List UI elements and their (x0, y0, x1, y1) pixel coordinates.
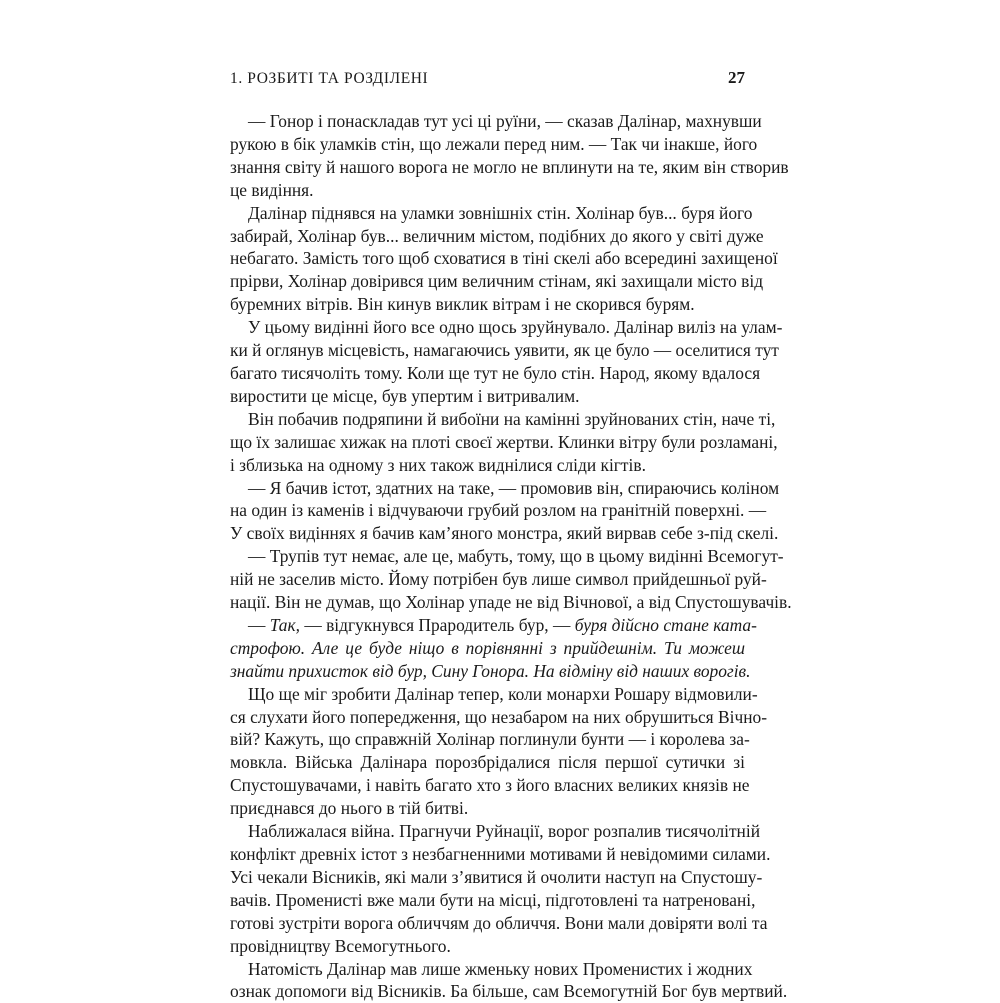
text-run: У цьому видінні його все одно щось зруйнувало. Далінар виліз на улам- (248, 317, 783, 338)
paragraph (230, 545, 792, 614)
text-run: знання світу й нашого ворога не могло не вплинути на те, яким він створив (230, 156, 789, 177)
text-line (230, 110, 762, 133)
text-run: конфлікт древніх істот з незбагненними мотивами й невідомими силами. (230, 844, 771, 864)
text-run: — Я бачив істот, здатних на таке, — промовив він, спираючись коліном (248, 477, 780, 498)
text-run: ній не заселив місто. Йому потрібен був лише символ прийдешньої руй- (230, 569, 767, 590)
text-line (230, 431, 778, 454)
page-number: 27 (728, 68, 745, 87)
text-run: вачів. Променисті вже мали бути на місці, підготовлені та натреновані, (230, 889, 756, 910)
italic-text-run: Так, (269, 614, 300, 635)
text-line (230, 889, 756, 912)
paragraph (230, 958, 788, 1003)
text-run: Наближалася війна. Прагнучи Руйнації, ворог розпалив тисячолітній (248, 821, 761, 842)
text-run: Натомість Далінар мав лише жменьку нових Променистих і жодних (248, 958, 753, 979)
text-line (230, 293, 745, 316)
text-line (230, 614, 757, 637)
text-line (230, 362, 761, 385)
text-line (230, 706, 768, 729)
paragraph (230, 614, 757, 683)
text-run: Усі чекали Вісників, які мали з’явитися й очолити наступ на Спустошу- (230, 866, 763, 887)
text-line (230, 316, 783, 339)
text-line (230, 270, 764, 293)
text-run: Що ще міг зробити Далінар тепер, коли монархи Рошару відмовили- (248, 683, 758, 704)
text-run: мовкла. Війська Далінара порозбрідалися після першої сутички зі (230, 752, 745, 773)
text-run: — Трупів тут немає, але це, мабуть, тому, що в цьому видінні Всемогут- (248, 546, 784, 567)
text-run: провідництву Всемогутнього. (230, 935, 451, 956)
text-run: вій? Кажуть, що справжній Холінар поглинули бунти — і королева за- (230, 729, 750, 750)
paragraph (230, 202, 778, 317)
italic-text-run: строфою. Але це буде ніщо в порівнянні з прийдешнім. Ти можеш (230, 637, 745, 658)
text-line (230, 408, 776, 431)
text-run: ки й оглянув місцевість, намагаючись уявити, як це було — оселитися тут (230, 340, 779, 361)
body-text (230, 110, 792, 1003)
text-run: це видіння. (230, 179, 314, 200)
text-run: готові зустріти ворога обличчям до обличчя. Вони мали довіряти волі та (230, 912, 768, 933)
text-run: що їх залишає хижак на плоті своєї жертви. Клинки вітру були розламані, (230, 431, 778, 452)
paragraph (230, 477, 780, 546)
text-line (230, 935, 745, 958)
text-line (230, 637, 745, 660)
paragraph (230, 408, 778, 477)
paragraph (230, 683, 768, 820)
text-run: — відгукнувся Прародитель бур, — (299, 614, 575, 635)
text-line (230, 179, 745, 202)
text-line (230, 477, 780, 500)
text-run: Спустошувачами, і навіть багато хто з його власних великих князів не (230, 775, 750, 796)
text-line (230, 385, 745, 408)
text-run: на один із каменів і відчуваючи грубий розлом на гранітній поверхні. — (230, 500, 767, 521)
text-run: і зблизька на одному з них також виднілися сліди кігтів. (230, 454, 646, 475)
text-line (230, 866, 763, 889)
paragraph (230, 316, 783, 408)
text-run: рукою в бік уламків стін, що лежали перед ним. — Так чи інакше, його (230, 133, 758, 154)
text-line (230, 774, 750, 797)
paragraph (230, 820, 771, 957)
text-line (230, 133, 758, 156)
text-run: прірви, Холінар довірився цим величним стінам, які захищали місто від (230, 271, 764, 292)
text-line (230, 545, 784, 568)
text-run: — (248, 614, 270, 635)
text-run: Він побачив подряпини й вибоїни на камінні зруйнованих стін, наче ті, (248, 408, 776, 429)
text-line (230, 568, 767, 591)
text-line (230, 797, 745, 820)
text-run: приєднався до нього в тій битві. (230, 798, 469, 819)
text-run: ся слухати його попередження, що незабаром на них обрушиться Вічно- (230, 706, 768, 727)
chapter-title: 1. РОЗБИТІ ТА РОЗДІЛЕНІ (230, 70, 429, 87)
text-line (230, 591, 792, 614)
text-line (230, 728, 750, 751)
text-line (230, 820, 761, 843)
text-line (230, 912, 768, 935)
text-run: У своїх видіннях я бачив кам’яного монстра, який вирвав себе з-під скелі. (230, 523, 779, 544)
text-run: — Гонор і понаскладав тут усі ці руїни, — сказав Далінар, махнувши (248, 111, 762, 131)
text-line (230, 751, 745, 774)
text-run: ознак допомоги від Вісників. Ба більше, сам Всемогутній Бог був мертвий. (230, 981, 788, 1002)
text-line (230, 843, 771, 866)
text-line (230, 660, 751, 683)
text-line (230, 247, 778, 270)
text-run: нації. Він не думав, що Холінар упаде не від Вічнової, а від Спустошувачів. (230, 592, 792, 613)
text-line (230, 683, 758, 706)
text-line (230, 339, 779, 362)
text-run: небагато. Замість того щоб сховатися в тіні скелі або всередині захищеної (230, 248, 778, 269)
text-run: забирай, Холінар був... величним містом, подібних до якого у світі дуже (230, 225, 764, 246)
italic-text-run: буря дійсно стане ката- (574, 614, 757, 635)
running-head (230, 62, 745, 90)
text-line (230, 522, 779, 545)
text-line (230, 958, 753, 981)
text-run: буремних вітрів. Він кинув виклик вітрам і не скорився бурям. (230, 294, 695, 315)
text-line (230, 454, 745, 477)
text-run: виростити це місце, був упертим і витривалим. (230, 385, 580, 406)
text-line (230, 202, 753, 225)
text-line (230, 499, 767, 522)
paragraph (230, 110, 789, 202)
italic-text-run: знайти прихисток від бур, Сину Гонора. На відміну від наших ворогів. (230, 660, 751, 681)
text-line (230, 225, 764, 248)
text-run: багато тисячоліть тому. Коли ще тут не було стін. Народ, якому вдалося (230, 362, 761, 383)
text-line (230, 156, 789, 179)
text-run: Далінар піднявся на уламки зовнішніх стін. Холінар був... буря його (248, 202, 753, 223)
